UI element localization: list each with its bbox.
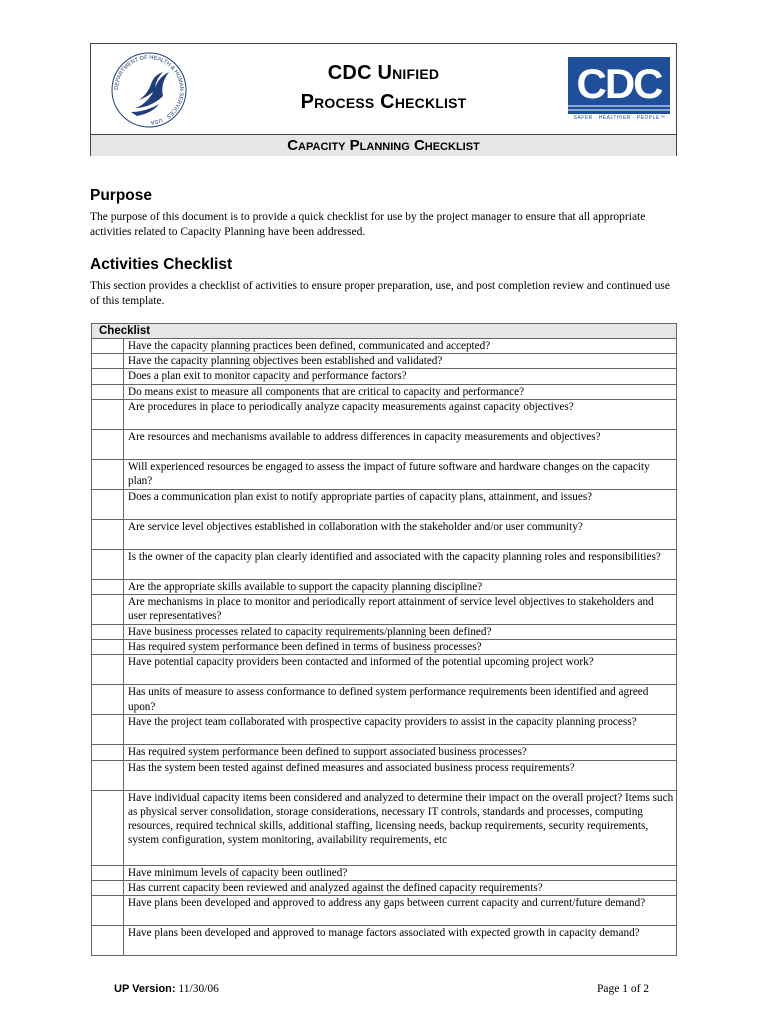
table-row	[92, 685, 677, 715]
checkbox-cell[interactable]	[92, 489, 124, 519]
table-row	[92, 880, 677, 895]
purpose-heading: Purpose	[90, 187, 153, 204]
table-row	[92, 715, 677, 745]
checklist-item: Do means exist to measure all components that are critical to capacity and performance?	[124, 384, 677, 399]
checklist-item: Have potential capacity providers been contacted and informed of the potential upcoming project work?	[124, 655, 677, 685]
checklist-item: Has units of measure to assess conformance to defined system performance requirements been identified and agreed upon?	[124, 685, 677, 715]
table-row	[92, 745, 677, 760]
footer-version-label: UP Version:	[114, 983, 176, 995]
checkbox-cell[interactable]	[92, 896, 124, 926]
table-row	[92, 790, 677, 865]
header-top	[91, 44, 676, 134]
checkbox-cell[interactable]	[92, 549, 124, 579]
checkbox-cell[interactable]	[92, 655, 124, 685]
checklist-item: Will experienced resources be engaged to assess the impact of future software and hardware changes on the capacity plan?	[124, 459, 677, 489]
table-row	[92, 459, 677, 489]
checklist-item: Are procedures in place to periodically analyze capacity measurements against capacity objectives?	[124, 399, 677, 429]
checkbox-cell[interactable]	[92, 339, 124, 354]
checklist-item: Is the owner of the capacity plan clearly identified and associated with the capacity planning roles and responsibilities?	[124, 549, 677, 579]
table-row	[92, 579, 677, 594]
checkbox-cell[interactable]	[92, 640, 124, 655]
activities-text: This section provides a checklist of activities to ensure proper preparation, use, and post completion review and continued use of this template.	[90, 280, 670, 307]
table-row	[92, 896, 677, 926]
table-row	[92, 339, 677, 354]
checklist-item: Have business processes related to capacity requirements/planning been defined?	[124, 625, 677, 640]
checklist-item: Has the system been tested against defined measures and associated business process requirements?	[124, 760, 677, 790]
checklist-item: Does a plan exit to monitor capacity and performance factors?	[124, 369, 677, 384]
table-row	[92, 640, 677, 655]
table-row	[92, 489, 677, 519]
footer-version-value: 11/30/06	[178, 983, 219, 995]
checkbox-cell[interactable]	[92, 354, 124, 369]
checklist-item: Has current capacity been reviewed and analyzed against the defined capacity requirements?	[124, 880, 677, 895]
checklist-item: Have the capacity planning practices been defined, communicated and accepted?	[124, 339, 677, 354]
table-row	[92, 399, 677, 429]
table-row	[92, 354, 677, 369]
checkbox-cell[interactable]	[92, 399, 124, 429]
document-header	[90, 43, 677, 156]
footer-page-number: Page 1 of 2	[597, 983, 650, 995]
checklist-item: Have minimum levels of capacity been outlined?	[124, 865, 677, 880]
checkbox-cell[interactable]	[92, 459, 124, 489]
checkbox-cell[interactable]	[92, 685, 124, 715]
checklist-header: Checklist	[92, 324, 677, 339]
table-row	[92, 384, 677, 399]
checklist-item: Are the appropriate skills available to support the capacity planning discipline?	[124, 579, 677, 594]
header-title-line-1: CDC Unified	[327, 62, 440, 84]
checklist-item: Have the project team collaborated with prospective capacity providers to assist in the capacity planning process?	[124, 715, 677, 745]
checklist-item: Has required system performance been defined in terms of business processes?	[124, 640, 677, 655]
checkbox-cell[interactable]	[92, 579, 124, 594]
checkbox-cell[interactable]	[92, 595, 124, 625]
table-row	[92, 369, 677, 384]
cdc-tagline: SAFER · HEALTHIER · PEOPLE™	[573, 115, 666, 121]
checklist-item: Have plans been developed and approved to address any gaps between current capacity and current/future demand?	[124, 896, 677, 926]
checklist-item: Have the capacity planning objectives been established and validated?	[124, 354, 677, 369]
table-row	[92, 549, 677, 579]
checkbox-cell[interactable]	[92, 790, 124, 865]
header-subtitle: Capacity Planning Checklist	[91, 134, 676, 156]
checkbox-cell[interactable]	[92, 519, 124, 549]
activities-heading: Activities Checklist	[90, 256, 233, 273]
checklist-item: Are mechanisms in place to monitor and periodically report attainment of service level objectives to stakeholders and user representatives?	[124, 595, 677, 625]
table-row	[92, 760, 677, 790]
footer-version	[114, 983, 219, 995]
checkbox-cell[interactable]	[92, 880, 124, 895]
checklist-item: Have plans been developed and approved to manage factors associated with expected growth in capacity demand?	[124, 926, 677, 956]
checklist-item: Has required system performance been defined to support associated business processes?	[124, 745, 677, 760]
table-row	[92, 625, 677, 640]
cdc-logo	[568, 57, 671, 121]
checkbox-cell[interactable]	[92, 745, 124, 760]
checkbox-cell[interactable]	[92, 865, 124, 880]
hhs-seal-logo	[109, 50, 189, 130]
table-row	[92, 519, 677, 549]
svg-text:DEPARTMENT OF HEALTH & HUMAN S: DEPARTMENT OF HEALTH & HUMAN SERVICES · USA	[113, 54, 185, 125]
table-row	[92, 926, 677, 956]
checkbox-cell[interactable]	[92, 369, 124, 384]
checkbox-cell[interactable]	[92, 926, 124, 956]
checklist-item: Are resources and mechanisms available to address differences in capacity measurements and objectives?	[124, 429, 677, 459]
cdc-logo-text: CDC	[576, 60, 662, 107]
cdc-logo-box	[568, 57, 670, 114]
checkbox-cell[interactable]	[92, 384, 124, 399]
checklist-item: Are service level objectives established in collaboration with the stakeholder and/or user community?	[124, 519, 677, 549]
header-title-line-2: Process Checklist	[300, 91, 467, 113]
checkbox-cell[interactable]	[92, 625, 124, 640]
checklist-item: Does a communication plan exist to notify appropriate parties of capacity plans, attainment, and issues?	[124, 489, 677, 519]
checkbox-cell[interactable]	[92, 429, 124, 459]
checklist-table	[91, 323, 677, 956]
checklist-item: Have individual capacity items been considered and analyzed to determine their impact on the overall project? Items such as physical server consolidation, storage considerations, necessary IT controls, standards and processes, computing resources, required technical skills, additional staffing, licensing needs, backup requirements, security requirements, system configuration, system monitoring, availability requirements, etc	[124, 790, 677, 865]
table-row	[92, 655, 677, 685]
table-row	[92, 865, 677, 880]
table-row	[92, 429, 677, 459]
table-row	[92, 595, 677, 625]
checkbox-cell[interactable]	[92, 760, 124, 790]
checkbox-cell[interactable]	[92, 715, 124, 745]
checklist-header-row	[92, 324, 677, 339]
purpose-text: The purpose of this document is to provide a quick checklist for use by the project manager to ensure that all appropriate activities related to Capacity Planning have been addressed.	[90, 211, 646, 238]
